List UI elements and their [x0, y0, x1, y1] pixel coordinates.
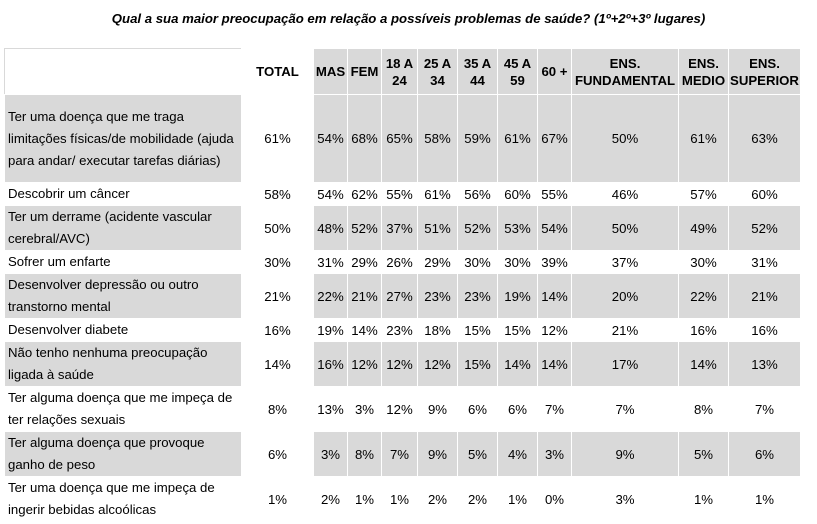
table-row: [5, 342, 801, 387]
row-label: Ter alguma doença que me impeça de ter relações sexuais: [5, 387, 242, 432]
table-cell: 30%: [242, 251, 314, 274]
header-corner: [5, 49, 242, 95]
column-header: ENS. SUPERIOR: [729, 49, 801, 95]
table-cell: 14%: [538, 342, 572, 387]
table-cell: 22%: [314, 274, 348, 319]
table-row: [5, 319, 801, 342]
table-cell: 14%: [498, 342, 538, 387]
table-cell: 1%: [498, 477, 538, 522]
column-header: FEM: [348, 49, 382, 95]
header-row: [5, 49, 801, 95]
table-cell: 59%: [458, 95, 498, 183]
table-cell: 3%: [348, 387, 382, 432]
table-cell: 9%: [418, 387, 458, 432]
table-cell: 30%: [679, 251, 729, 274]
column-header: 60 +: [538, 49, 572, 95]
column-header: 35 A 44: [458, 49, 498, 95]
table-cell: 61%: [242, 95, 314, 183]
row-label: Sofrer um enfarte: [5, 251, 242, 274]
column-header: TOTAL: [242, 49, 314, 95]
table-cell: 29%: [418, 251, 458, 274]
table-cell: 54%: [314, 183, 348, 206]
table-cell: 22%: [679, 274, 729, 319]
table-cell: 54%: [314, 95, 348, 183]
table-cell: 52%: [458, 206, 498, 251]
row-label: Desenvolver diabete: [5, 319, 242, 342]
column-header: MAS: [314, 49, 348, 95]
table-cell: 15%: [498, 319, 538, 342]
table-cell: 60%: [729, 183, 801, 206]
table-cell: 39%: [538, 251, 572, 274]
column-header: 18 A 24: [382, 49, 418, 95]
table-cell: 7%: [729, 387, 801, 432]
table-cell: 14%: [348, 319, 382, 342]
table-cell: 60%: [498, 183, 538, 206]
table-cell: 17%: [572, 342, 679, 387]
table-row: [5, 95, 801, 183]
table-cell: 12%: [382, 342, 418, 387]
table-cell: 15%: [458, 342, 498, 387]
table-cell: 58%: [418, 95, 458, 183]
table-cell: 12%: [348, 342, 382, 387]
table-cell: 5%: [679, 432, 729, 477]
table-cell: 21%: [242, 274, 314, 319]
table-cell: 31%: [314, 251, 348, 274]
column-header: ENS. FUNDAMENTAL: [572, 49, 679, 95]
table-cell: 16%: [679, 319, 729, 342]
table-cell: 3%: [314, 432, 348, 477]
table-cell: 7%: [572, 387, 679, 432]
table-cell: 55%: [382, 183, 418, 206]
table-cell: 20%: [572, 274, 679, 319]
table-cell: 46%: [572, 183, 679, 206]
table-cell: 52%: [729, 206, 801, 251]
table-cell: 68%: [348, 95, 382, 183]
table-cell: 1%: [729, 477, 801, 522]
table-cell: 48%: [314, 206, 348, 251]
table-cell: 1%: [679, 477, 729, 522]
data-table: [4, 48, 801, 522]
table-cell: 12%: [538, 319, 572, 342]
table-cell: 8%: [679, 387, 729, 432]
table-cell: 52%: [348, 206, 382, 251]
table-cell: 13%: [729, 342, 801, 387]
table-cell: 19%: [314, 319, 348, 342]
column-header: 45 A 59: [498, 49, 538, 95]
table-cell: 63%: [729, 95, 801, 183]
row-label: Desenvolver depressão ou outro transtorno mental: [5, 274, 242, 319]
table-cell: 18%: [418, 319, 458, 342]
row-label: Ter uma doença que me traga limitações físicas/de mobilidade (ajuda para andar/ executar tarefas diárias): [5, 95, 242, 183]
table-cell: 5%: [458, 432, 498, 477]
table-row: [5, 251, 801, 274]
table-cell: 49%: [679, 206, 729, 251]
table-cell: 56%: [458, 183, 498, 206]
table-cell: 3%: [572, 477, 679, 522]
table-cell: 37%: [382, 206, 418, 251]
table-cell: 31%: [729, 251, 801, 274]
table-cell: 30%: [498, 251, 538, 274]
table-cell: 21%: [348, 274, 382, 319]
table-cell: 8%: [242, 387, 314, 432]
table-cell: 58%: [242, 183, 314, 206]
table-cell: 6%: [458, 387, 498, 432]
table-cell: 9%: [418, 432, 458, 477]
row-label: Ter um derrame (acidente vascular cerebral/AVC): [5, 206, 242, 251]
table-cell: 65%: [382, 95, 418, 183]
table-cell: 61%: [679, 95, 729, 183]
table-cell: 27%: [382, 274, 418, 319]
row-label: Descobrir um câncer: [5, 183, 242, 206]
table-cell: 4%: [498, 432, 538, 477]
table-cell: 61%: [498, 95, 538, 183]
table-cell: 3%: [538, 432, 572, 477]
table-cell: 67%: [538, 95, 572, 183]
table-cell: 2%: [458, 477, 498, 522]
table-cell: 1%: [242, 477, 314, 522]
table-row: [5, 432, 801, 477]
table-cell: 6%: [729, 432, 801, 477]
table-cell: 29%: [348, 251, 382, 274]
table-cell: 16%: [314, 342, 348, 387]
table-cell: 12%: [382, 387, 418, 432]
column-header: 25 A 34: [418, 49, 458, 95]
table-cell: 57%: [679, 183, 729, 206]
table-row: [5, 206, 801, 251]
table-cell: 23%: [382, 319, 418, 342]
table-cell: 54%: [538, 206, 572, 251]
table-cell: 14%: [679, 342, 729, 387]
row-label: Não tenho nenhuma preocupação ligada à saúde: [5, 342, 242, 387]
table-cell: 16%: [729, 319, 801, 342]
table-cell: 55%: [538, 183, 572, 206]
table-cell: 62%: [348, 183, 382, 206]
table-cell: 15%: [458, 319, 498, 342]
table-row: [5, 183, 801, 206]
table-cell: 0%: [538, 477, 572, 522]
row-label: Ter uma doença que me impeça de ingerir bebidas alcoólicas: [5, 477, 242, 522]
table-cell: 23%: [458, 274, 498, 319]
table-cell: 2%: [314, 477, 348, 522]
table-cell: 14%: [538, 274, 572, 319]
table-cell: 9%: [572, 432, 679, 477]
row-label: Ter alguma doença que provoque ganho de peso: [5, 432, 242, 477]
table-cell: 23%: [418, 274, 458, 319]
column-header: ENS. MEDIO: [679, 49, 729, 95]
table-cell: 7%: [382, 432, 418, 477]
table-cell: 50%: [572, 206, 679, 251]
table-row: [5, 477, 801, 522]
table-cell: 1%: [382, 477, 418, 522]
table-cell: 8%: [348, 432, 382, 477]
table-cell: 7%: [538, 387, 572, 432]
table-cell: 1%: [348, 477, 382, 522]
table-cell: 21%: [729, 274, 801, 319]
table-cell: 21%: [572, 319, 679, 342]
table-cell: 26%: [382, 251, 418, 274]
table-cell: 50%: [242, 206, 314, 251]
table-row: [5, 387, 801, 432]
table-cell: 16%: [242, 319, 314, 342]
table-cell: 51%: [418, 206, 458, 251]
table-row: [5, 274, 801, 319]
table-cell: 61%: [418, 183, 458, 206]
table-cell: 53%: [498, 206, 538, 251]
table-cell: 6%: [242, 432, 314, 477]
table-cell: 14%: [242, 342, 314, 387]
table-cell: 50%: [572, 95, 679, 183]
page-title: Qual a sua maior preocupação em relação a possíveis problemas de saúde? (1º+2º+3º lugares): [111, 11, 706, 26]
table-cell: 19%: [498, 274, 538, 319]
table-cell: 30%: [458, 251, 498, 274]
table-cell: 12%: [418, 342, 458, 387]
table-cell: 13%: [314, 387, 348, 432]
table-cell: 2%: [418, 477, 458, 522]
table-cell: 6%: [498, 387, 538, 432]
table-cell: 37%: [572, 251, 679, 274]
